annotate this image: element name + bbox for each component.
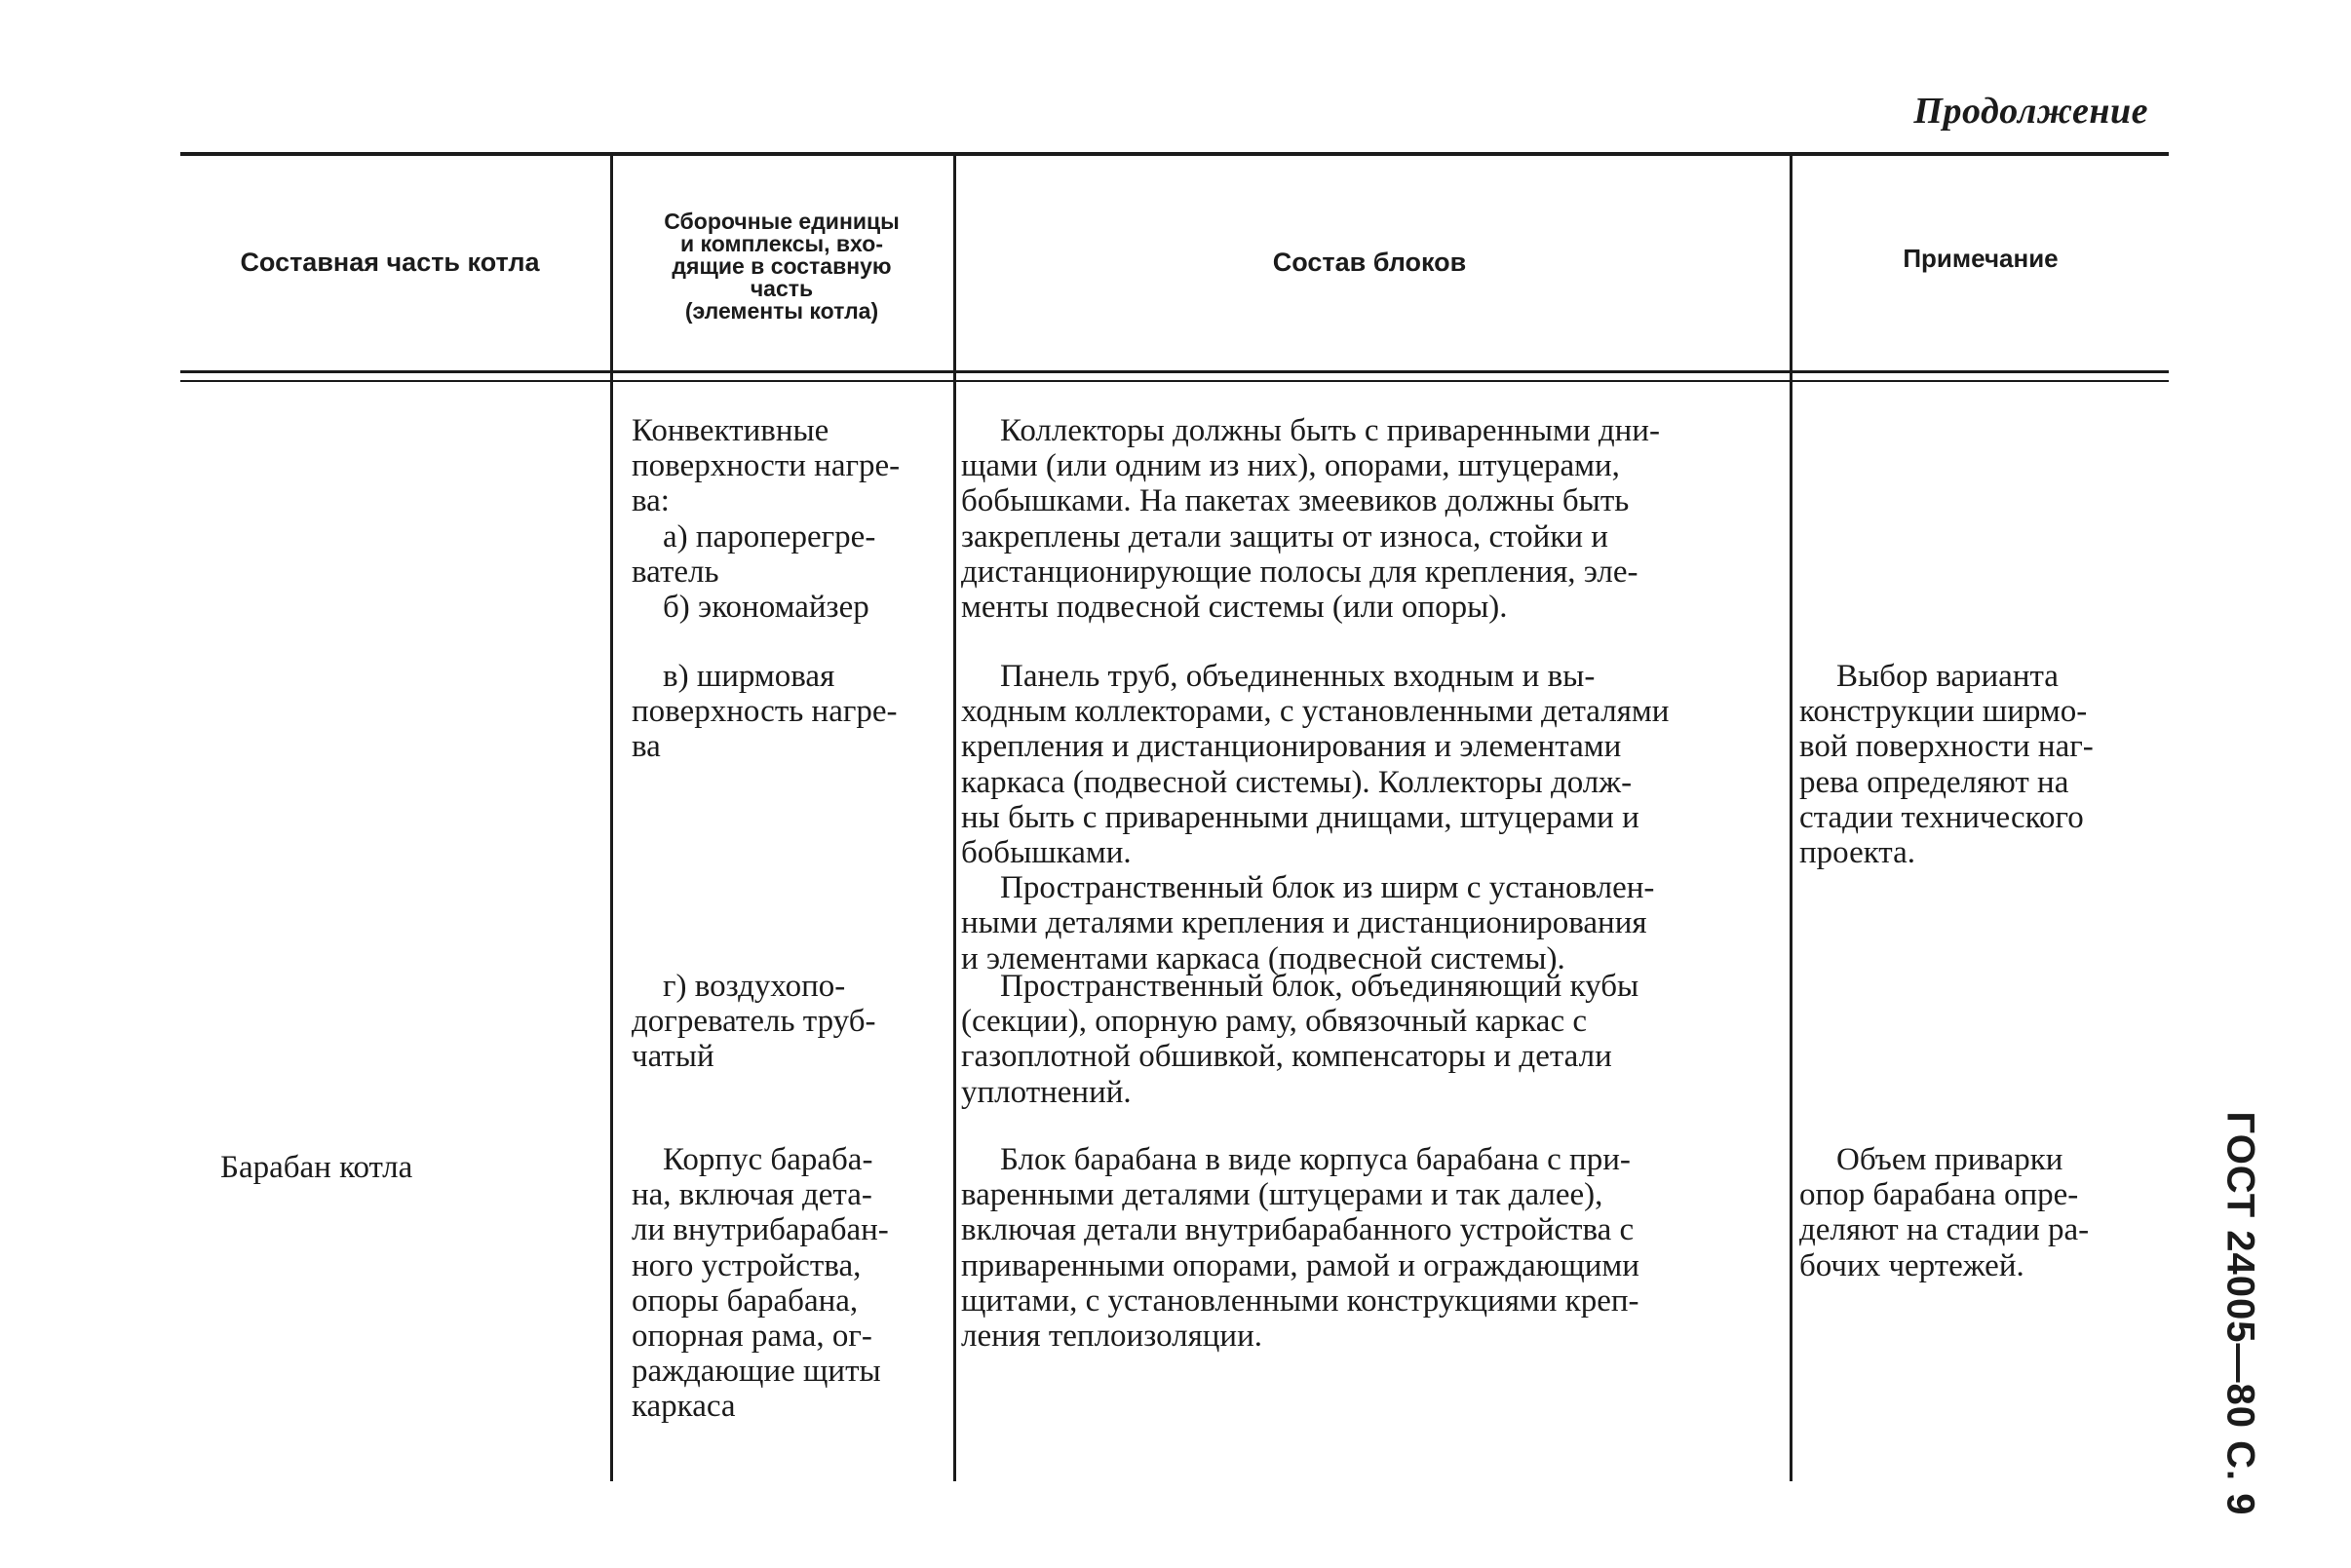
header-note: Примечание	[1903, 243, 2059, 273]
cell-line: стадии технического	[1799, 799, 2084, 835]
cell-line: приваренными опорами, рамой и ограждающими	[961, 1247, 1639, 1283]
cell-line: ны быть с приваренными днищами, штуцерами и	[961, 799, 1639, 835]
column-divider-3	[1790, 156, 1792, 1481]
header-line: и комплексы, вхо-	[680, 230, 883, 256]
cell-line: вой поверхности наг-	[1799, 729, 2094, 765]
cell-line: закреплены детали защиты от износа, стойки и	[961, 518, 1608, 555]
row3-assembly-cell	[632, 969, 942, 1075]
cell-line: щитами, с установленными конструкциями креп-	[961, 1282, 1639, 1319]
cell-line: Пространственный блок из ширм с установлен-	[1000, 870, 1655, 906]
header-block-composition: Состав блоков	[1272, 247, 1467, 277]
cell-line: крепления и дистанционирования и элементами	[961, 729, 1622, 765]
cell-line: опорная рама, ог-	[632, 1319, 872, 1355]
row4-blocks-cell	[961, 1142, 1786, 1354]
cell-line: поверхности нагре-	[632, 448, 901, 484]
cell-line: щами (или одним из них), опорами, штуцерами,	[961, 448, 1620, 484]
cell-line: а) пароперегре-	[663, 518, 876, 555]
cell-line: ления теплоизоляции.	[961, 1319, 1263, 1355]
cell-line: рева определяют на	[1799, 764, 2069, 800]
cell-line: дистанционирующие полосы для крепления, эле-	[961, 554, 1638, 590]
cell-line: Коллекторы должны быть с приваренными дни-	[1000, 413, 1660, 448]
cell-line: бобышками. На пакетах змеевиков должны быть	[961, 483, 1630, 519]
cell-line: раждающие щиты	[632, 1354, 881, 1390]
cell-line: деляют на стадии ра-	[1799, 1212, 2090, 1248]
cell-line: каркаса (подвесной системы). Коллекторы долж-	[961, 764, 1633, 800]
cell-line: в) ширмовая	[663, 659, 835, 694]
cell-line: каркаса	[632, 1389, 736, 1425]
cell-line: включая детали внутрибарабанного устройства с	[961, 1212, 1635, 1248]
header-bottom-rule-double	[180, 380, 2169, 382]
cell-line: б) экономайзер	[663, 590, 869, 626]
cell-line: чатый	[632, 1039, 714, 1075]
row4-assembly-cell	[632, 1142, 942, 1425]
cell-line: ва	[632, 729, 661, 765]
side-stamp	[2191, 1109, 2289, 1518]
cell-line: Корпус бараба-	[663, 1142, 873, 1177]
cell-line: опоры барабана,	[632, 1282, 859, 1319]
cell-line: Объем приварки	[1836, 1142, 2063, 1177]
cell-line: бочих чертежей.	[1799, 1247, 2024, 1283]
header-line: (элементы котла)	[684, 297, 879, 324]
cell-line: на, включая дета-	[632, 1177, 872, 1213]
cell-line: бобышками.	[961, 835, 1132, 871]
cell-line: ватель	[632, 554, 719, 590]
cell-line: конструкции ширмо-	[1799, 694, 2088, 730]
header-component: Составная часть котла	[240, 247, 540, 277]
cell-line: ва:	[632, 483, 670, 519]
cell-line: Конвективные	[632, 413, 829, 448]
header-assembly-units	[616, 193, 947, 339]
cell-line: ходным коллекторами, с установленными деталями	[961, 694, 1670, 730]
continuation-label: Продолжение	[1913, 91, 2148, 132]
cell-line: Выбор варианта	[1836, 659, 2059, 694]
cell-line: ного устройства,	[632, 1247, 862, 1283]
row2-assembly-cell	[632, 659, 942, 765]
header-line: часть	[750, 275, 814, 301]
cell-line: Пространственный блок, объединяющий кубы	[1000, 969, 1639, 1004]
cell-line: г) воздухопо-	[663, 969, 846, 1004]
cell-line: ли внутрибарабан-	[632, 1212, 889, 1248]
cell-line: ными деталями крепления и дистанционирования	[961, 905, 1647, 941]
row4-component-cell: Барабан котла	[220, 1150, 413, 1185]
cell-line: догреватель труб-	[632, 1004, 876, 1040]
cell-line: Блок барабана в виде корпуса барабана с при-	[1000, 1142, 1631, 1177]
row1-blocks-cell	[961, 413, 1786, 625]
cell-line: проекта.	[1799, 835, 1916, 871]
row2-blocks-cell	[961, 659, 1786, 976]
cell-line: и элементами каркаса (подвесной системы).	[961, 940, 1565, 976]
cell-line: поверхность нагре-	[632, 694, 898, 730]
cell-line: газоплотной обшивкой, компенсаторы и детали	[961, 1039, 1612, 1075]
cell-line: (секции), опорную раму, обвязочный каркас с	[961, 1004, 1587, 1040]
column-divider-2	[953, 156, 956, 1481]
side-stamp-text: ГОСТ 24005—80 С. 9	[2218, 1111, 2262, 1516]
row4-note-cell	[1799, 1142, 2170, 1283]
column-divider-1	[610, 156, 613, 1481]
cell-line: варенными деталями (штуцерами и так далее),	[961, 1177, 1603, 1213]
row3-blocks-cell	[961, 969, 1786, 1110]
header-line: Сборочные единицы	[664, 208, 900, 234]
cell-line: Панель труб, объединенных входным и вы-	[1000, 659, 1596, 694]
cell-line: опор барабана опре-	[1799, 1177, 2079, 1213]
header-line: дящие в составную	[672, 252, 892, 279]
row1-assembly-cell	[632, 413, 942, 625]
cell-line: менты подвесной системы (или опоры).	[961, 590, 1508, 626]
cell-line: уплотнений.	[961, 1074, 1132, 1110]
row2-note-cell	[1799, 659, 2170, 870]
header-bottom-rule	[180, 370, 2169, 373]
